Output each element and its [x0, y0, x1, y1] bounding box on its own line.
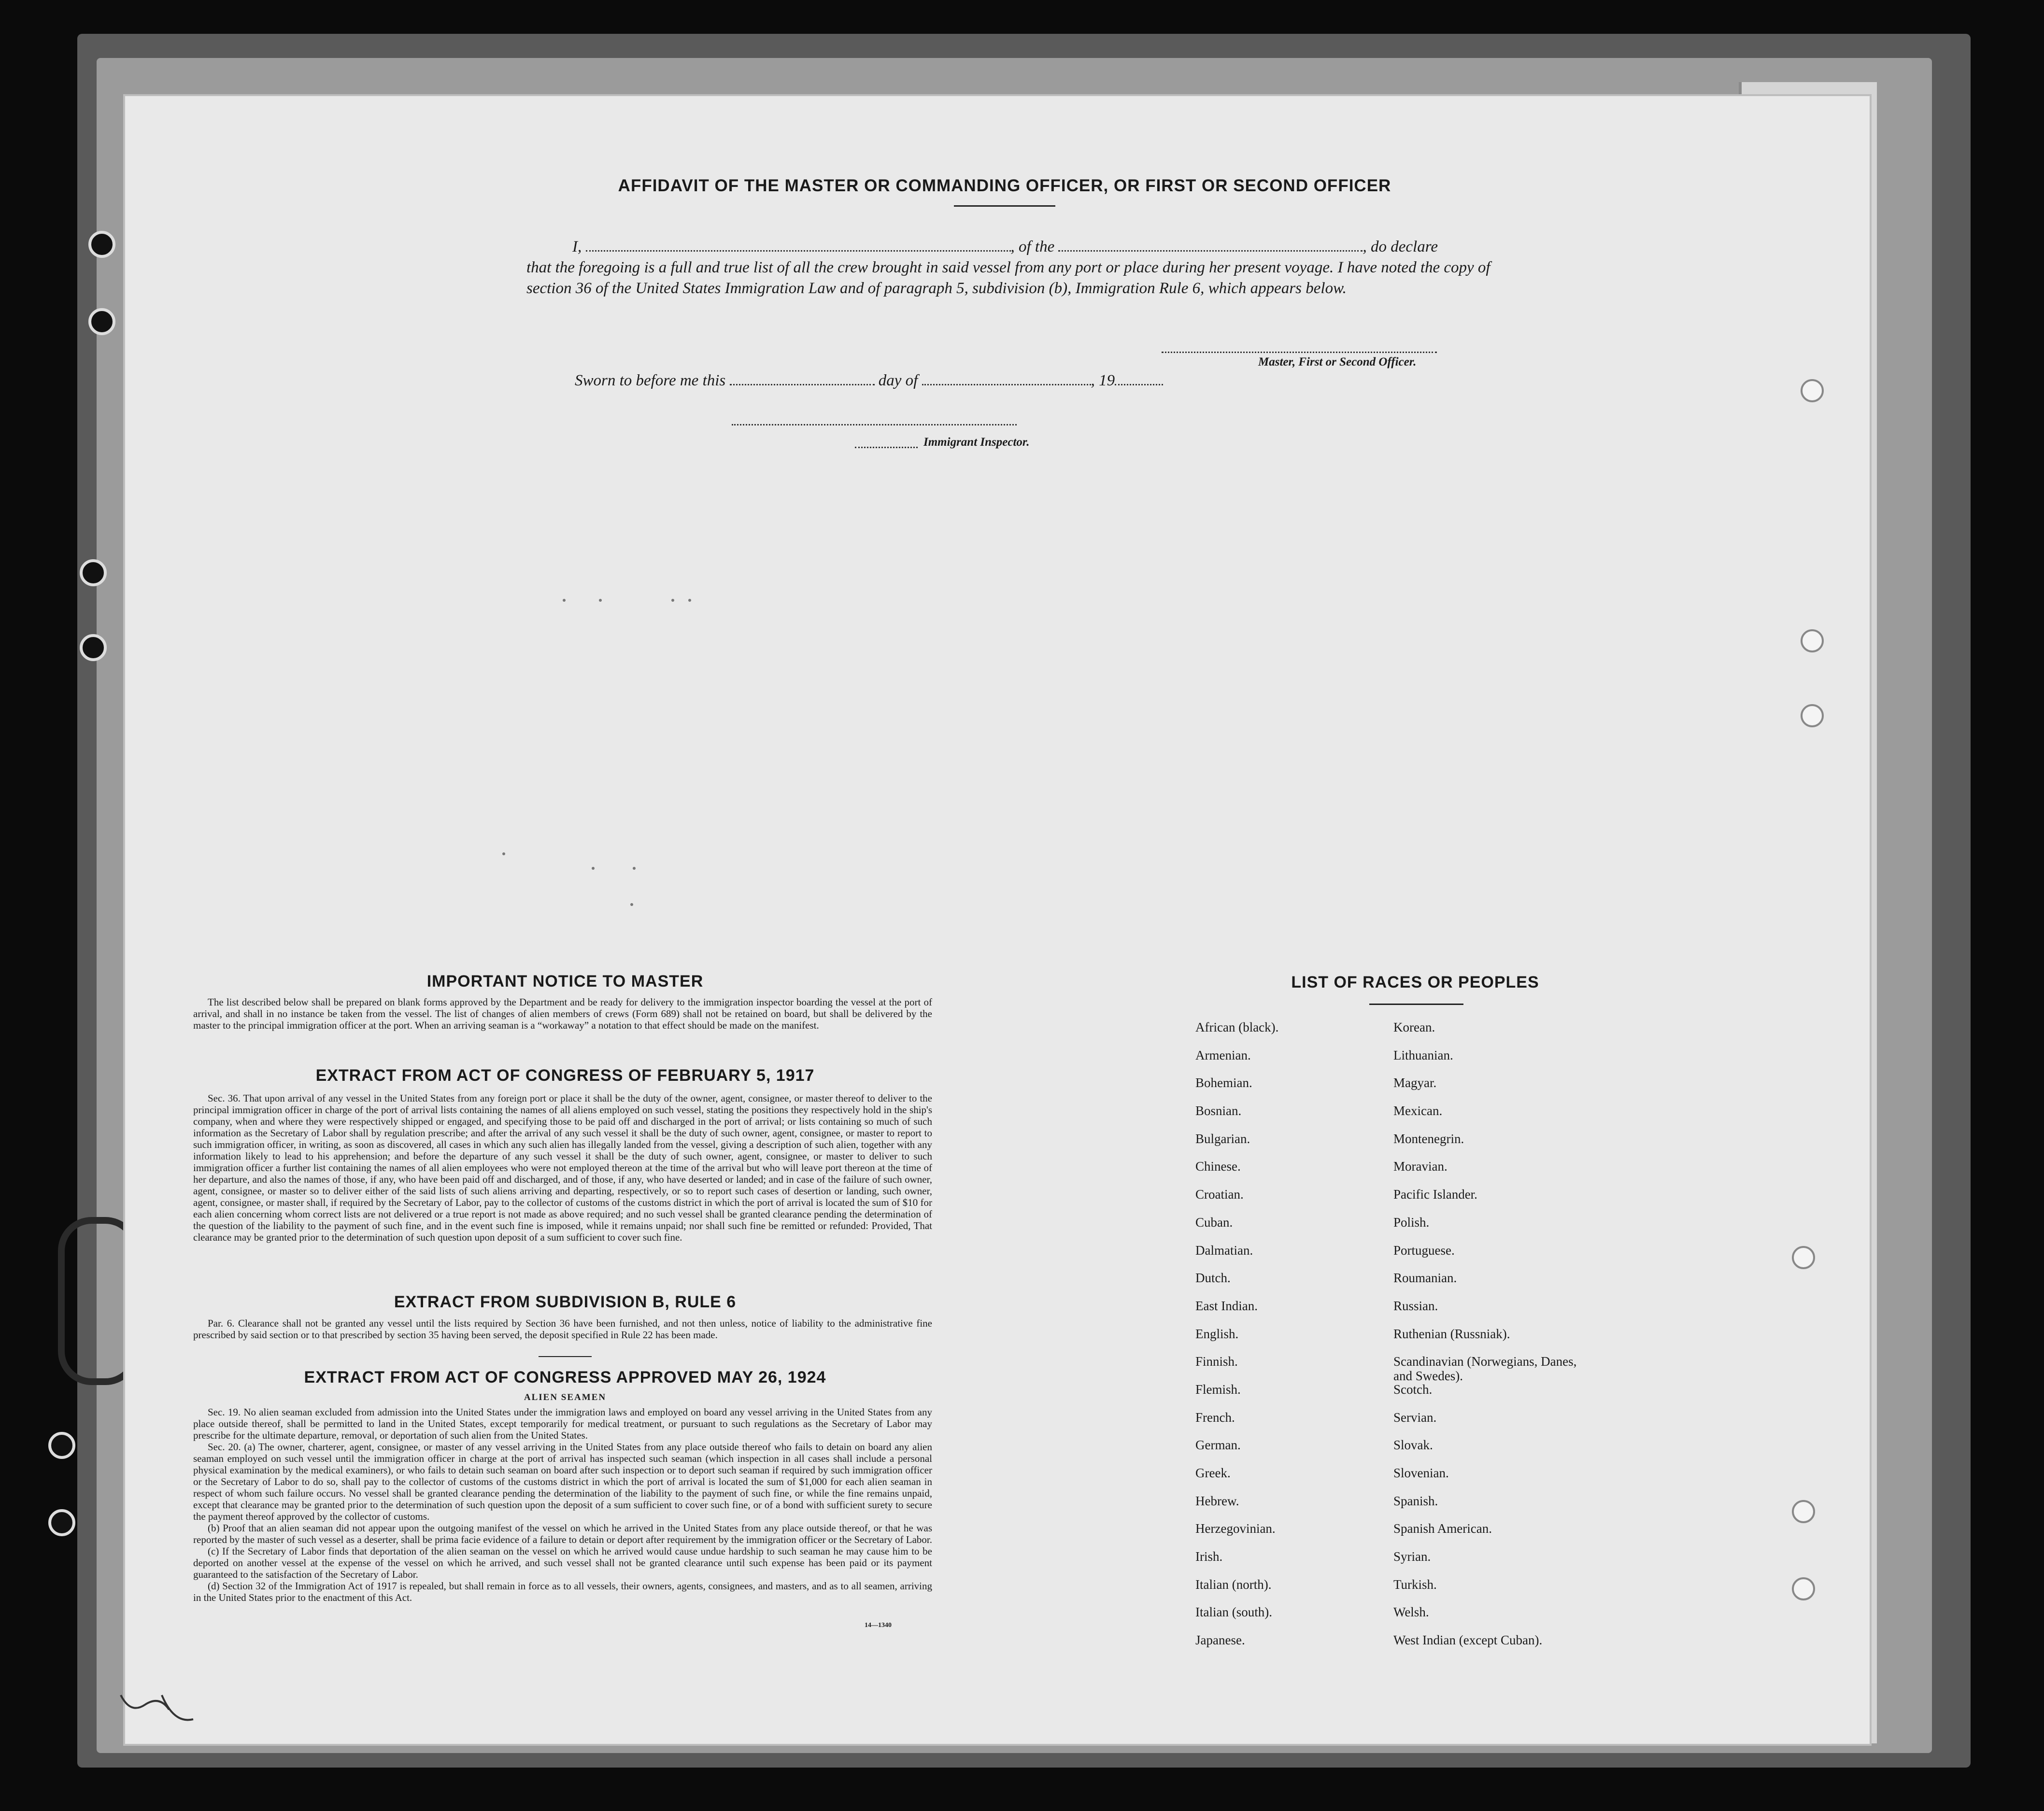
race-item: West Indian (except Cuban). [1393, 1633, 1543, 1648]
punch-hole [1792, 1500, 1815, 1523]
race-item: Scandinavian (Norwegians, Danes, and Swedes). [1393, 1354, 1577, 1384]
speck [599, 599, 602, 602]
sworn-year-field[interactable] [1115, 373, 1163, 385]
punch-hole [1801, 704, 1824, 727]
sworn-month-field[interactable] [922, 373, 1091, 385]
binder-hole [80, 634, 107, 661]
sworn-text-a: Sworn to before me this [575, 372, 726, 389]
race-item: Welsh. [1393, 1605, 1429, 1620]
race-item: French. [1195, 1410, 1235, 1425]
binder-hole [48, 1432, 75, 1459]
inspector-label: Immigrant Inspector. [923, 436, 1030, 449]
race-item: Greek. [1195, 1466, 1231, 1480]
race-item: Lithuanian. [1393, 1047, 1453, 1062]
race-item: Japanese. [1195, 1633, 1245, 1648]
sec-20b-paragraph: (b) Proof that an alien seaman did not appear upon the outgoing manifest of the vessel on which he arrived in the United States from any place outside thereof, or that he was reported by the master of such vessel as a deserter, shall be prima facie evidence of a failure to detain or deport after requirement by the immigration officer or the Secretary of Labor. [193, 1522, 932, 1545]
punch-hole [1801, 379, 1824, 402]
race-item: Finnish. [1195, 1354, 1238, 1369]
race-item: Pacific Islander. [1393, 1187, 1477, 1202]
race-item: Ruthenian (Russniak). [1393, 1326, 1510, 1341]
form-number: 14—1340 [865, 1622, 892, 1629]
speck [671, 599, 674, 602]
speck [592, 867, 595, 870]
sworn-text-c: , 19 [1091, 372, 1115, 389]
race-item: Portuguese. [1393, 1243, 1455, 1258]
punch-hole [1792, 1246, 1815, 1269]
affidavit-title: AFFIDAVIT OF THE MASTER OR COMMANDING OFFICER, OR FIRST OR SECOND OFFICER [618, 176, 1391, 195]
affidavit-body [526, 237, 1492, 299]
name-field[interactable] [586, 240, 1011, 252]
race-item: African (black). [1195, 1020, 1279, 1034]
race-item: Magyar. [1393, 1075, 1437, 1090]
speck [688, 599, 691, 602]
speck [630, 903, 633, 906]
races-column-1 [1195, 1020, 1389, 1661]
sec-36-paragraph: Sec. 36. That upon arrival of any vessel in the United States from any foreign port or place it shall be the duty of the owner, agent, consignee, or master thereof to deliver to the principal immigration officer in charge of the port of arrival lists containing the names of all aliens employed on such vessel, stating the positions they respectively hold in the ship's company, when and where they were respectively shipped or engaged, and specifying those to be paid off and discharged in the port of arrival; or lists containing so much of such information as the Secretary of Labor shall by regulation prescribe; and after the arrival of any such vessel it shall be the duty of such owner, agent, consignee, or master to report to such immigration officer, in writing, as soon as discovered, all cases in which any such alien has illegally landed from the vessel, giving a description of such alien, together with any information likely to lead to his apprehension; and before the departure of any such vessel it shall be the duty of such owner, agent, consignee, or master to deliver to such immigration officer a further list containing the names of all alien employees who were not employed thereon at the time of the arrival but who will leave port thereon at the time of her departure, and also the names of those, if any, who have been paid off and discharged, and of those, if any, who have deserted or landed; and in case of the failure of such owner, agent, consignee, or master so to deliver either of the said lists of such aliens arriving and departing, respectively, or so to report such cases of desertion or landing, such owner, agent, consignee, or master shall, if required by the Secretary of Labor, pay to the collector of customs of the customs district in which the port of arrival is located the sum of $10 for each alien concerning whom correct lists are not delivered or a true report is not made as above required; and no such vessel shall be granted clearance pending the determination of the question of the liability to the payment of such fine, and in the event such fine is imposed, while it remains unpaid; nor shall such fine be remitted or refunded: Provided, That clearance may be granted prior to the determination of such question upon deposit of a sum sufficient to cover such fine. [193, 1092, 932, 1243]
race-item: East Indian. [1195, 1298, 1258, 1313]
notice-text [193, 996, 932, 1031]
race-item: English. [1195, 1326, 1239, 1341]
notice-title: IMPORTANT NOTICE TO MASTER [426, 972, 704, 990]
race-item: Turkish. [1393, 1577, 1437, 1592]
races-column-2 [1393, 1020, 1596, 1661]
race-item: Polish. [1393, 1215, 1430, 1230]
sworn-text-b: day of [878, 372, 918, 389]
extract-1917-title: EXTRACT FROM ACT OF CONGRESS OF FEBRUARY 5, 1917 [315, 1066, 815, 1085]
inspector-signature-line[interactable] [732, 424, 1017, 425]
race-item: Dalmatian. [1195, 1243, 1253, 1258]
race-item: Herzegovinian. [1195, 1521, 1276, 1536]
binder-hole [88, 231, 115, 258]
race-item: Slovak. [1393, 1438, 1433, 1453]
race-item: Korean. [1393, 1020, 1435, 1034]
rule-6-title: EXTRACT FROM SUBDIVISION B, RULE 6 [394, 1293, 737, 1311]
sec-19-paragraph: Sec. 19. No alien seaman excluded from admission into the United States under the immigration laws and employed on board any vessel arriving in the United States from any place outside thereof, shall be permitted to land in the United States, except temporarily for medical treatment, or pursuant to such regulations as the Secretary of Labor may prescribe for the ultimate departure, removal, or deportation of such alien from the United States. [193, 1406, 932, 1441]
race-item: Russian. [1393, 1298, 1438, 1313]
race-item: Italian (north). [1195, 1577, 1272, 1592]
inspector-dots [855, 447, 918, 448]
race-item: Mexican. [1393, 1104, 1443, 1118]
affidavit-line-1 [526, 237, 1492, 257]
race-item: Spanish American. [1393, 1521, 1492, 1536]
sec-20a-paragraph: Sec. 20. (a) The owner, charterer, agent, consignee, or master of any vessel arriving in the United States from any place outside thereof who fails to detain on board any alien seaman employed on such vessel until the immigration officer in charge at the port of arrival has inspected such seaman (which inspection in all cases shall include a personal physical examination by the medical examiners), or who fails to detain such seaman on board after such inspection or to deport such seaman if required by such immigration officer or the Secretary of Labor to do so, shall pay to the collector of customs of the customs district in which the port of arrival is located the sum of $1,000 for each alien seaman in respect of whom such failure occurs. No vessel shall be granted clearance pending the determination of the liability to the payment of such fine, or while the fine remains unpaid, except that clearance may be granted prior to the determination of such question upon the deposit of a sum sufficient to cover such fine, or of a bond with sufficient surety to secure the payment thereof approved by the collector of customs. [193, 1441, 932, 1522]
race-item: Flemish. [1195, 1382, 1241, 1397]
rule-6-text [193, 1317, 932, 1341]
race-item: Montenegrin. [1393, 1131, 1464, 1146]
binder-hole [80, 559, 107, 586]
race-item: Hebrew. [1195, 1493, 1239, 1508]
extract-1924-title: EXTRACT FROM ACT OF CONGRESS APPROVED MAY 26, 1924 [304, 1368, 826, 1387]
sworn-day-field[interactable] [730, 373, 875, 385]
sec-20d-paragraph: (d) Section 32 of the Immigration Act of 1917 is repealed, but shall remain in force as to all vessels, their owners, agents, consignees, and masters, and as to all seamen, arriving in the United States prior to the enactment of this Act. [193, 1580, 932, 1603]
affidavit-i: I, [572, 238, 582, 255]
race-item: Scotch. [1393, 1382, 1433, 1397]
race-item: Cuban. [1195, 1215, 1233, 1230]
speck [563, 599, 566, 602]
affidavit-of: , of the [1010, 238, 1055, 255]
extract-1924-text [193, 1406, 932, 1603]
binder-hole [48, 1509, 75, 1536]
race-item: Roumanian. [1393, 1271, 1457, 1286]
master-signature-line[interactable] [1162, 352, 1437, 353]
title-underline [954, 205, 1055, 207]
vessel-field[interactable] [1058, 240, 1363, 252]
sec-20c-paragraph: (c) If the Secretary of Labor finds that deportation of the alien seaman on the vessel on which he arrived would cause undue hardship to such seaman he may cause him to be deported on another vessel at the expense of the vessel on which he arrived, and such vessel shall not be granted clearance until such expense has been paid or its payment guaranteed to the satisfaction of the Secretary of Labor. [193, 1545, 932, 1580]
alien-seamen-subtitle: ALIEN SEAMEN [524, 1392, 607, 1402]
race-item: Croatian. [1195, 1187, 1244, 1202]
race-item: Slovenian. [1393, 1466, 1449, 1480]
race-item: Armenian. [1195, 1047, 1251, 1062]
binder-hole [88, 308, 115, 335]
par-6-paragraph: Par. 6. Clearance shall not be granted any vessel until the lists required by Section 36 have been furnished, and not then unless, notice of liability to the administrative fine prescribed by said section or to that prescribed by section 35 having been served, the deposit specified in Rule 22 has been made. [193, 1317, 932, 1341]
race-item: Moravian. [1393, 1159, 1448, 1174]
speck [633, 867, 636, 870]
race-item: Syrian. [1393, 1549, 1431, 1564]
notice-paragraph: The list described below shall be prepared on blank forms approved by the Department and be ready for delivery to the immigration inspector boarding the vessel at the port of arrival, and shall in no instance be taken from the vessel. The list of changes of alien members of crews (Form 689) shall not be retained on board, but shall be delivered by the master to the principal immigration officer at the port. When an arriving seaman is a “workaway” a notation to that effect should be made on the manifest. [193, 996, 932, 1031]
speck [502, 852, 505, 855]
master-label: Master, First or Second Officer. [1258, 355, 1417, 368]
affidavit-text: that the foregoing is a full and true list of all the crew brought in said vessel from any port or place during her present voyage. I have noted the copy of section 36 of the United States Immigration Law and of paragraph 5, subdivision (b), Immigration Rule 6, which appears below. [526, 259, 1490, 297]
section-divider [539, 1356, 592, 1357]
races-title-underline [1369, 1004, 1463, 1005]
races-title: LIST OF RACES OR PEOPLES [1291, 973, 1539, 991]
race-item: Bulgarian. [1195, 1131, 1250, 1146]
race-item: Bohemian. [1195, 1075, 1252, 1090]
affidavit-declare: , do declare [1363, 238, 1438, 255]
extract-1917-text [193, 1092, 932, 1243]
punch-hole [1801, 629, 1824, 652]
race-item: Servian. [1393, 1410, 1437, 1425]
handwritten-mark [116, 1685, 198, 1729]
race-item: Chinese. [1195, 1159, 1241, 1174]
punch-hole [1792, 1577, 1815, 1600]
race-item: Dutch. [1195, 1271, 1231, 1286]
race-item: Irish. [1195, 1549, 1223, 1564]
race-item: German. [1195, 1438, 1241, 1453]
sworn-line [575, 372, 1163, 390]
race-item: Bosnian. [1195, 1104, 1242, 1118]
race-item: Italian (south). [1195, 1605, 1272, 1620]
race-item: Spanish. [1393, 1493, 1438, 1508]
